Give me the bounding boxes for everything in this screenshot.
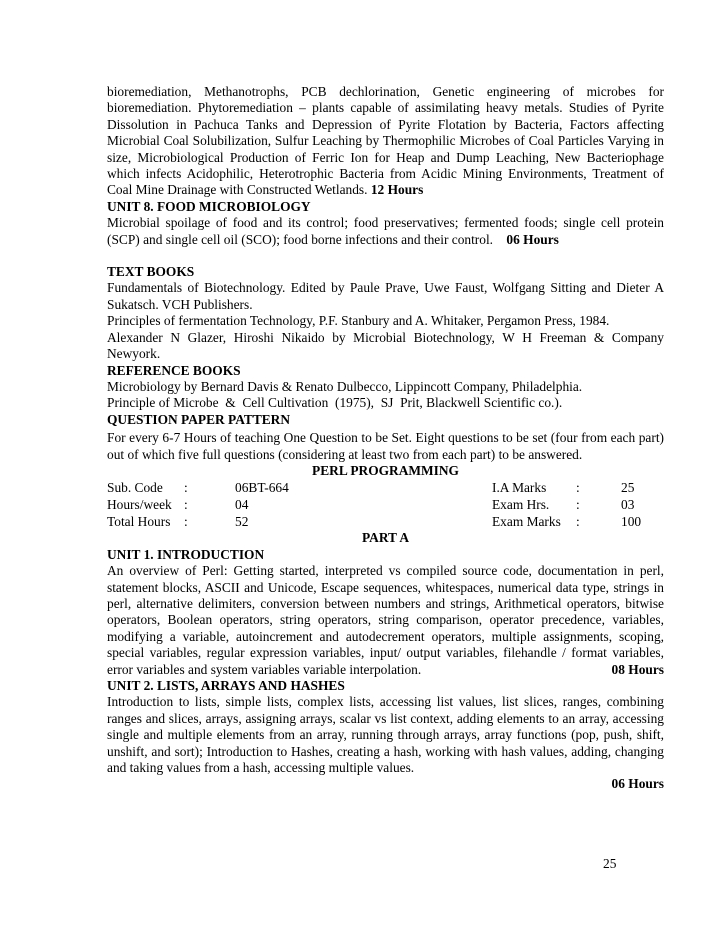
info-sep: :	[184, 514, 188, 530]
reference-book-item: Principle of Microbe & Cell Cultivation (1975), SJ Prit, Blackwell Scientific co.).	[107, 395, 563, 411]
unit1-heading: UNIT 1. INTRODUCTION	[107, 546, 265, 562]
document-body	[107, 84, 664, 793]
info-value: 03	[621, 497, 635, 513]
info-label: Exam Marks	[492, 514, 561, 530]
text-book-item: Fundamentals of Biotechnology. Edited by Paule Prave, Uwe Faust, Wolfgang Sitting and Dieter A Sukatsch. VCH Publishers.	[107, 280, 664, 312]
page-number: 25	[603, 856, 617, 871]
text-book-item: Principles of fermentation Technology, P.F. Stanbury and A. Whitaker, Pergamon Press, 1984.	[107, 313, 610, 329]
info-value: 06BT-664	[235, 480, 289, 496]
perl-title: PERL PROGRAMMING	[312, 462, 459, 478]
course-info-row	[107, 496, 664, 513]
reference-book-item: Microbiology by Bernard Davis & Renato Dulbecco, Lippincott Company, Philadelphia.	[107, 378, 583, 394]
info-sep: :	[184, 497, 188, 513]
info-sep: :	[576, 514, 580, 530]
course-info-table	[107, 479, 664, 530]
info-value: 04	[235, 497, 249, 513]
part-a-heading: PART A	[361, 530, 410, 546]
unit8-text: Microbial spoilage of food and its control; food preservatives; fermented foods; single cell protein (SCP) and single cell oil (SCO); food borne infections and their control.	[107, 215, 664, 247]
info-value: 52	[235, 514, 249, 530]
unit8-paragraph	[107, 215, 664, 248]
course-info-row	[107, 479, 664, 496]
info-label: Sub. Code	[107, 480, 163, 496]
info-label: Exam Hrs.	[492, 497, 550, 513]
info-sep: :	[576, 497, 580, 513]
unit8-hours: 06 Hours	[506, 231, 559, 247]
info-value: 100	[621, 514, 642, 530]
question-paper-text: For every 6-7 Hours of teaching One Question to be Set. Eight questions to be set (four from each part) out of which five full questions (considering at least two from each part) to be answered.	[107, 430, 664, 462]
unit8-heading: UNIT 8. FOOD MICROBIOLOGY	[107, 198, 311, 214]
reference-books-heading: REFERENCE BOOKS	[107, 362, 241, 378]
unit1-hours: 08 Hours	[611, 661, 664, 677]
info-label: I.A Marks	[492, 480, 547, 496]
unit1-text: An overview of Perl: Getting started, interpreted vs compiled source code, documentation in perl, statement blocks, ASCII and Unicode, Escape sequences, whitespaces, numerical data type, strings in perl, alternative delimiters, conversion between numbers and strings, Arithmetical operators, bitwise operators, Boolean operators, string operators, string comparison, operator precedence, variables, modifying a variable, autoincrement and autodecrement operators, multiple assignments, scoping, special variables, regular expression variables, input/ output variables, filehandle / format variables, error variables and system variables variable interpolation.	[107, 563, 664, 677]
unit2-text: Introduction to lists, simple lists, complex lists, accessing list values, list slices, ranges, combining ranges and slices, arrays, assigning arrays, scalar vs list context, adding elements to an array, accessing single and multiple elements from an array, running through arrays, array functions (pop, push, shift, unshift, and sort); Introduction to Hashes, creating a hash, working with hash values, adding, changing and taking values from a hash, accessing multiple values.	[107, 694, 664, 776]
text-books-heading: TEXT BOOKS	[107, 264, 195, 280]
text-book-item: Alexander N Glazer, Hiroshi Nikaido by Microbial Biotechnology, W H Freeman & Company Newyork.	[107, 329, 664, 362]
info-value: 25	[621, 480, 635, 496]
intro-hours: 12 Hours	[370, 182, 424, 198]
info-sep: :	[184, 480, 188, 496]
info-sep: :	[576, 480, 580, 496]
course-info-row	[107, 513, 664, 530]
unit2-hours: 06 Hours	[611, 776, 664, 792]
intro-text: bioremediation, Methanotrophs, PCB dechlorination, Genetic engineering of microbes for bioremediation. Phytoremediation – plants capable of assimilating heavy metals. Studies of Pyrite Dissolution in Pachuca Tanks and Depression of Pyrite Flotation by Bacteria, Factors affecting Microbial Coal Solubilization, Sulfur Leaching by Thermophilic Microbes of Coal Particles Varying in size, Microbiological Production of Ferric Ion for Heap and Dump Leaching, New Bacteriophage which infects Acidophilic, Heterotrophic Bacteria from Acidic Mining Environments, Treatment of Coal Mine Drainage with Constructed Wetlands.	[107, 84, 664, 198]
unit2-heading: UNIT 2. LISTS, ARRAYS AND HASHES	[107, 678, 345, 694]
intro-paragraph	[107, 84, 664, 199]
info-label: Total Hours	[107, 514, 171, 530]
info-label: Hours/week	[107, 497, 172, 513]
question-paper-heading: QUESTION PAPER PATTERN	[107, 411, 291, 427]
